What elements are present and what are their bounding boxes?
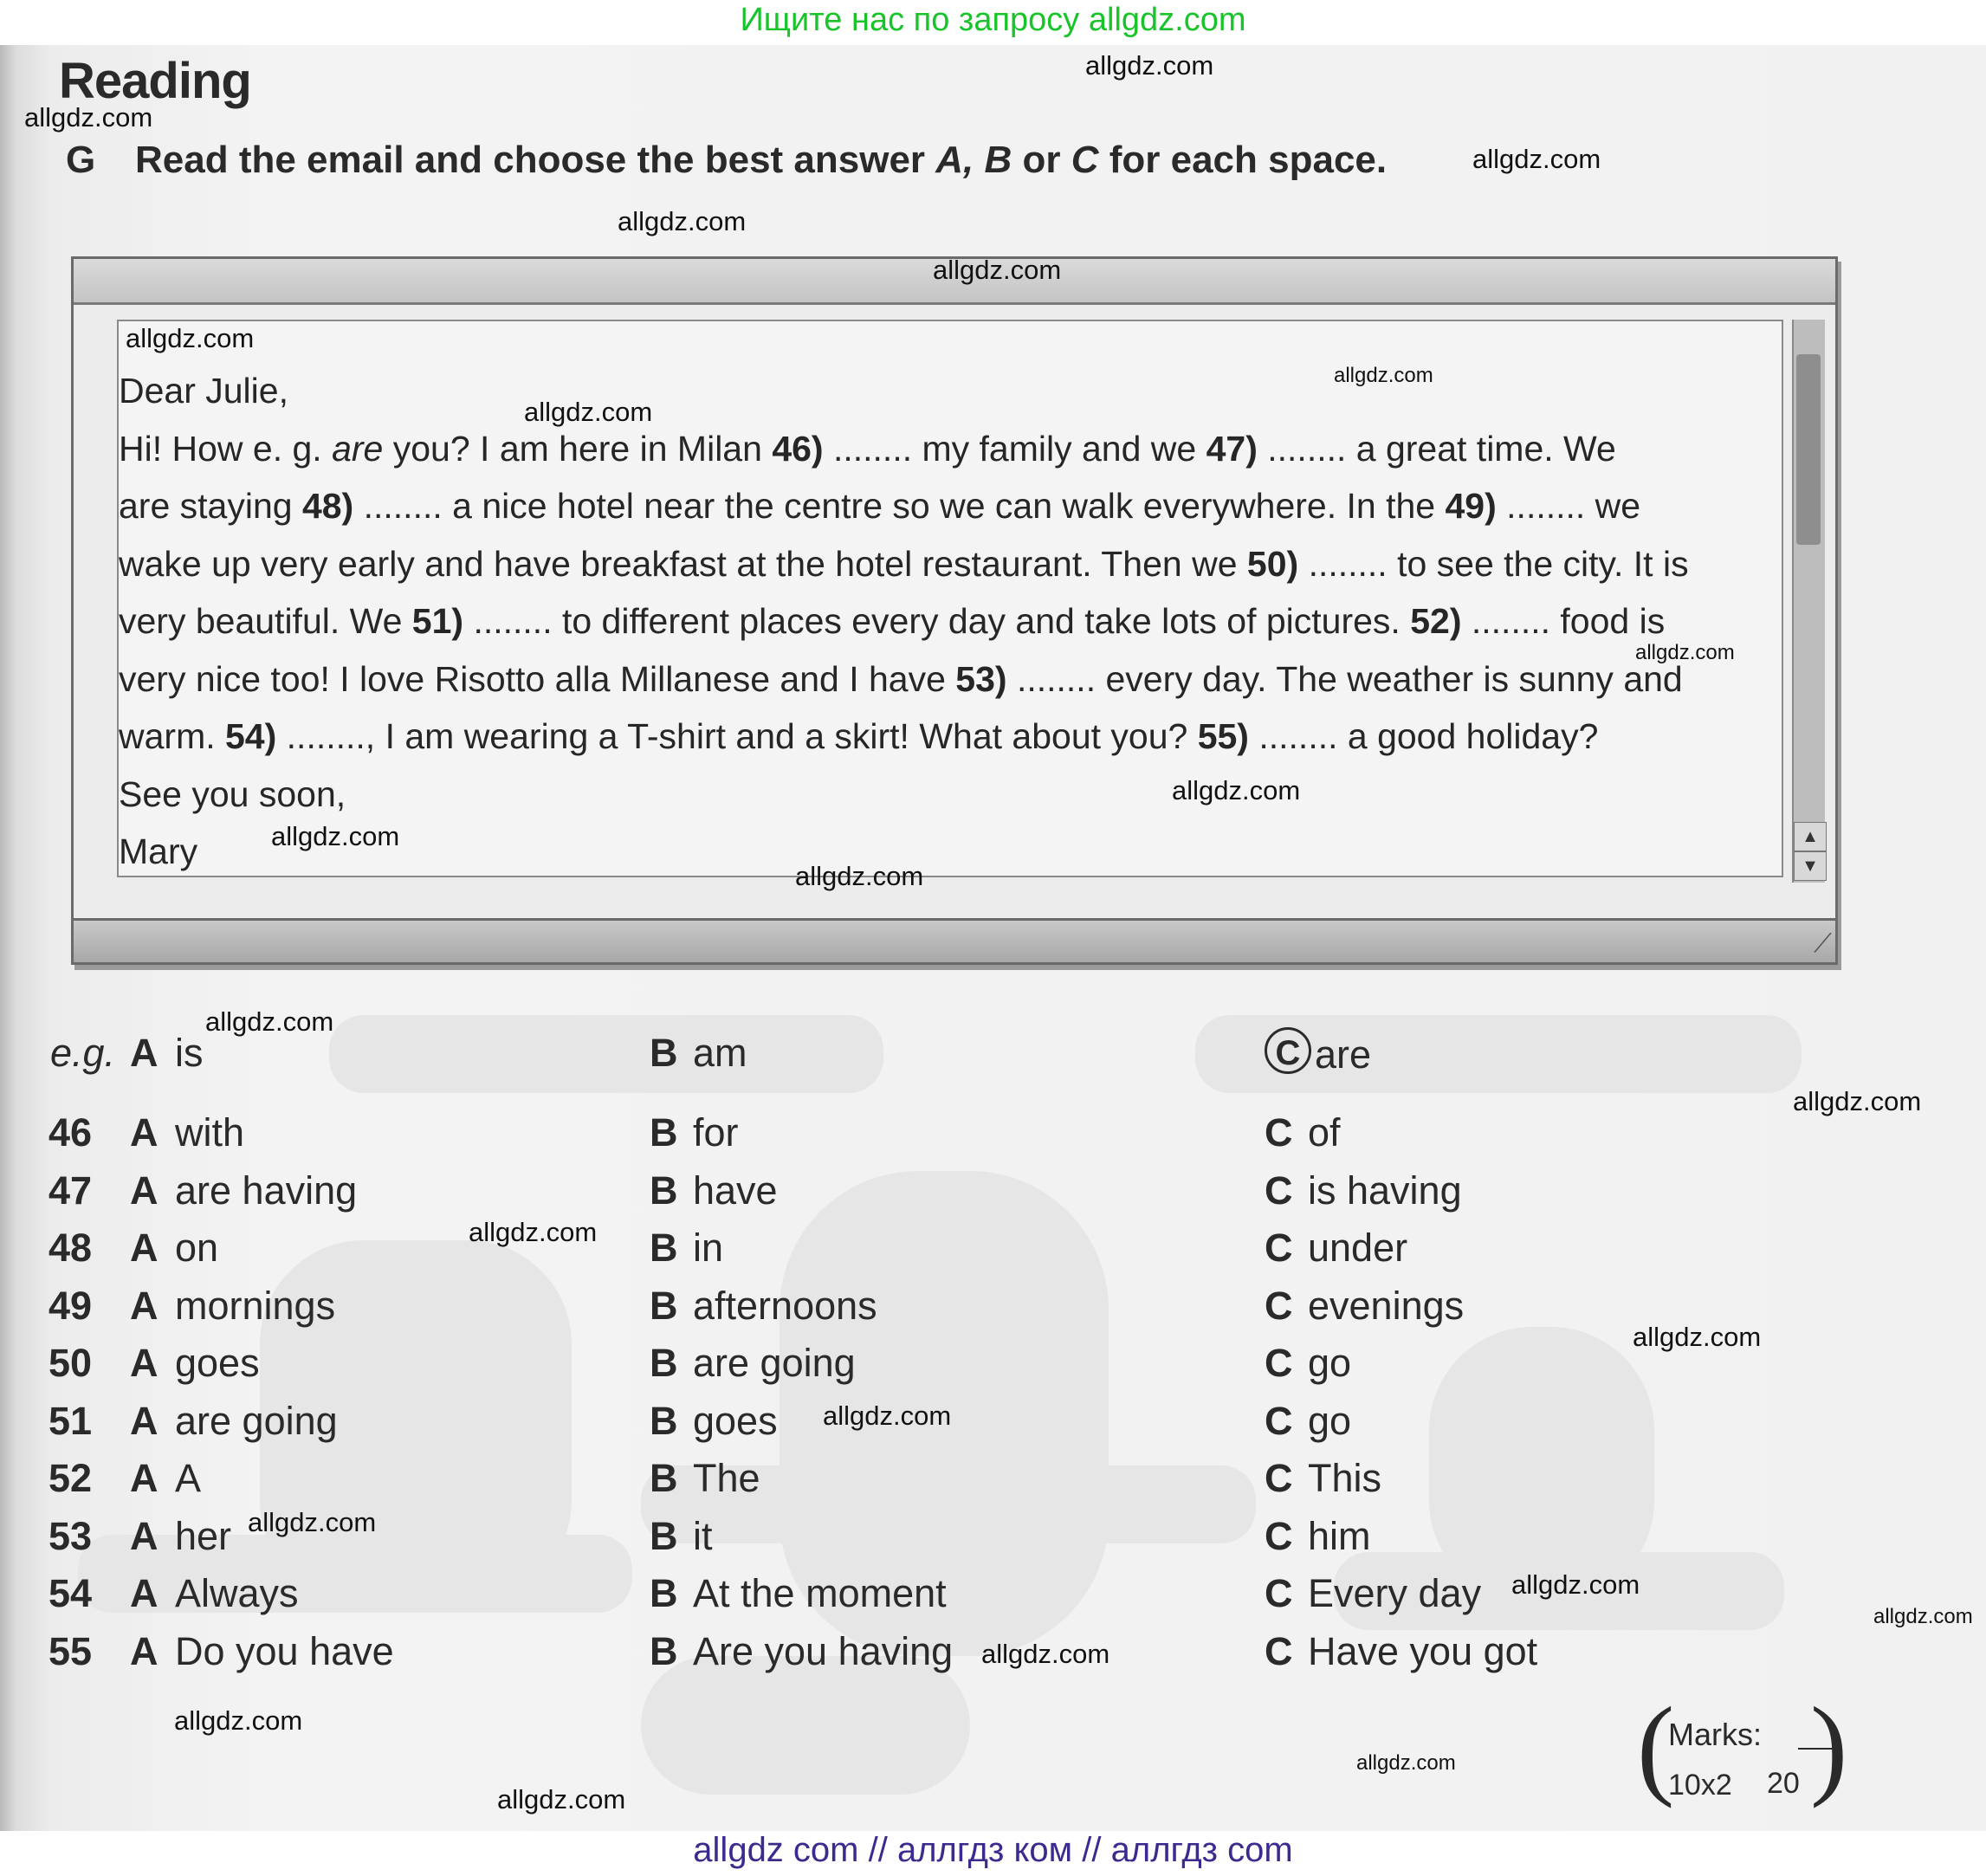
watermark-text: allgdz.com [795, 861, 924, 891]
option-text: of [1308, 1110, 1341, 1155]
option-text: under [1308, 1226, 1408, 1270]
watermark-text: allgdz.com [174, 1705, 303, 1736]
option-letter: A [130, 1031, 158, 1075]
instruction-options: A, B [935, 139, 1012, 181]
watermark-text: allgdz.com [823, 1401, 952, 1431]
option-a[interactable] [130, 1456, 201, 1501]
option-text: are going [693, 1341, 856, 1385]
watermark-text: allgdz.com [271, 821, 400, 851]
option-a[interactable] [130, 1399, 338, 1444]
option-letter: B [650, 1226, 678, 1270]
text: ........ food is [1461, 601, 1666, 641]
window-status-bar [74, 918, 1835, 962]
option-c[interactable] [1265, 1031, 1371, 1077]
gap-number: 46) [772, 428, 824, 469]
option-text: are having [175, 1168, 358, 1213]
question-number: 49 [49, 1284, 93, 1328]
watermark-text: allgdz.com [1356, 1751, 1456, 1775]
instruction-text-end: for each space. [1098, 139, 1388, 181]
question-number: 50 [49, 1341, 93, 1385]
question-number: e.g. [50, 1031, 116, 1075]
task-letter: G [66, 139, 96, 181]
option-letter: C [1265, 1571, 1293, 1615]
watermark-text: allgdz.com [981, 1639, 1110, 1669]
option-b[interactable] [650, 1456, 760, 1501]
option-row [0, 1399, 1986, 1452]
option-text: with [175, 1110, 245, 1155]
option-b[interactable] [650, 1514, 713, 1559]
scrollbar-thumb[interactable] [1796, 354, 1821, 545]
option-a[interactable] [130, 1110, 244, 1155]
option-letter: A [130, 1456, 158, 1500]
option-letter: B [650, 1031, 678, 1075]
watermark-text: allgdz.com [1085, 50, 1214, 81]
option-text: evenings [1308, 1284, 1465, 1328]
text: you? I am here in Milan [383, 428, 773, 469]
text: ........ every day. The weather is sunny and [1006, 658, 1683, 699]
option-letter: B [650, 1399, 678, 1443]
instruction-option-c: C [1071, 139, 1099, 181]
question-number: 46 [49, 1110, 93, 1155]
option-text: mornings [175, 1284, 336, 1328]
option-row [0, 1571, 1986, 1625]
option-text: it [693, 1514, 713, 1558]
top-banner: Ищите нас по запросу allgdz.com [740, 2, 1246, 38]
watermark-text: allgdz.com [126, 323, 255, 353]
option-text: afternoons [693, 1284, 877, 1328]
marks-box [1637, 1685, 1848, 1810]
option-row [0, 1168, 1986, 1222]
gap-number: 50) [1246, 543, 1299, 584]
watermark-text: allgdz.com [1511, 1569, 1640, 1600]
option-text: Every day [1308, 1571, 1482, 1615]
watermark-text: allgdz.com [24, 102, 153, 133]
gap-number: 54) [225, 716, 277, 756]
option-b[interactable] [650, 1284, 877, 1329]
option-b[interactable] [650, 1571, 947, 1616]
option-letter: C [1265, 1226, 1293, 1270]
option-text: go [1308, 1399, 1352, 1443]
option-text: goes [175, 1341, 260, 1385]
option-text: Have you got [1308, 1629, 1538, 1673]
example-word: are [332, 428, 384, 469]
gap-number: 52) [1410, 601, 1462, 641]
email-line [119, 708, 1782, 766]
option-a[interactable] [130, 1514, 231, 1559]
option-text: are going [175, 1399, 338, 1443]
option-letter: C [1265, 1399, 1293, 1443]
option-letter: B [650, 1571, 678, 1615]
option-c[interactable] [1265, 1571, 1481, 1616]
text: ........ a great time. We [1257, 428, 1616, 469]
option-letter: A [130, 1110, 158, 1155]
text: very nice too! I love Risotto alla Millanese and I have [119, 658, 956, 699]
gap-number: 55) [1197, 716, 1249, 756]
option-b[interactable] [650, 1629, 953, 1674]
watermark-text: allgdz.com [1873, 1605, 1973, 1628]
text: ........ a nice hotel near the centre so we can walk everywhere. In the [353, 486, 1446, 526]
option-letter: A [130, 1341, 158, 1385]
watermark-text: allgdz.com [497, 1784, 626, 1815]
option-c[interactable] [1265, 1456, 1381, 1501]
text: very beautiful. We [119, 601, 412, 641]
option-letter: B [650, 1110, 678, 1155]
option-letter: A [130, 1226, 158, 1270]
watermark-text: allgdz.com [205, 1006, 334, 1037]
option-letter: B [650, 1456, 678, 1500]
text: ........ to different places every day and take lots of pictures. [463, 601, 1411, 641]
option-b[interactable] [650, 1110, 739, 1155]
option-letter: A [130, 1514, 158, 1558]
option-a[interactable] [130, 1341, 260, 1386]
task-instruction [66, 139, 1387, 182]
email-greeting: Dear Julie, [119, 371, 288, 411]
option-text: her [175, 1514, 232, 1558]
option-b[interactable] [650, 1031, 747, 1076]
email-signature: Mary [119, 831, 198, 871]
resize-grip-icon[interactable]: ⟋ [1814, 929, 1832, 958]
option-letter: A [130, 1399, 158, 1443]
option-a[interactable] [130, 1226, 218, 1271]
option-b[interactable] [650, 1168, 778, 1213]
option-a[interactable] [130, 1031, 204, 1076]
option-text: This [1308, 1456, 1382, 1500]
option-c[interactable] [1265, 1284, 1464, 1329]
question-number: 53 [49, 1514, 93, 1558]
marks-open-paren: ( [1637, 1685, 1675, 1809]
watermark-text: allgdz.com [469, 1217, 598, 1247]
text: ........ we [1496, 486, 1641, 526]
email-text [119, 362, 1782, 881]
option-c[interactable] [1265, 1226, 1407, 1271]
scroll-down-button[interactable]: ▼ [1794, 851, 1827, 881]
option-b[interactable] [650, 1399, 778, 1444]
option-letter: B [650, 1341, 678, 1385]
option-text: Are you having [693, 1629, 954, 1673]
gap-number: 53) [955, 658, 1007, 699]
watermark-text: allgdz.com [618, 206, 747, 236]
question-number: 55 [49, 1629, 93, 1673]
text: Hi! How e. g. [119, 428, 333, 469]
option-a[interactable] [130, 1571, 299, 1616]
text: ........ a good holiday? [1248, 716, 1599, 756]
option-row [0, 1226, 1986, 1279]
question-number: 54 [49, 1571, 93, 1615]
option-text: on [175, 1226, 219, 1270]
option-b[interactable] [650, 1341, 856, 1386]
watermark-text: allgdz.com [1633, 1322, 1762, 1352]
question-number: 52 [49, 1456, 93, 1500]
option-text: him [1308, 1514, 1371, 1558]
option-letter: C [1265, 1629, 1293, 1673]
option-row [0, 1031, 1986, 1084]
bottom-banner: allgdz com // аллгдз ком // аллгдз com [693, 1831, 1293, 1869]
option-text: A [175, 1456, 202, 1500]
option-text: goes [693, 1399, 778, 1443]
question-number: 51 [49, 1399, 93, 1443]
option-letter: B [650, 1168, 678, 1213]
option-text: Always [175, 1571, 299, 1615]
option-letter: C [1265, 1168, 1293, 1213]
option-text: are [1315, 1032, 1372, 1077]
option-c[interactable] [1265, 1110, 1341, 1155]
option-text: Do you have [175, 1629, 394, 1673]
option-letter: C [1265, 1110, 1293, 1155]
option-a[interactable] [130, 1168, 357, 1213]
option-letter: C [1265, 1341, 1293, 1385]
circled-answer: C [1265, 1027, 1311, 1074]
option-letter: C [1265, 1456, 1293, 1500]
option-text: is having [1308, 1168, 1462, 1213]
option-text: have [693, 1168, 778, 1213]
question-number: 47 [49, 1168, 93, 1213]
option-text: am [693, 1031, 747, 1075]
option-letter: A [130, 1168, 158, 1213]
watermark-text: allgdz.com [933, 255, 1062, 285]
option-text: in [693, 1226, 724, 1270]
option-row [0, 1110, 1986, 1164]
option-letter: A [130, 1629, 158, 1673]
text: ........ my family and we [823, 428, 1206, 469]
gap-number: 51) [411, 601, 464, 641]
watermark-text: allgdz.com [1172, 775, 1301, 805]
gap-number: 48) [301, 486, 354, 526]
watermark-text: allgdz.com [1334, 364, 1433, 387]
option-letter: C [1265, 1284, 1293, 1328]
question-number: 48 [49, 1226, 93, 1270]
scroll-up-button[interactable]: ▲ [1794, 822, 1827, 851]
marks-label: Marks: [1668, 1717, 1762, 1752]
instruction-text-start: Read the email and choose the best answer [135, 139, 936, 181]
watermark-text: allgdz.com [524, 397, 653, 427]
vertical-scrollbar[interactable] [1792, 320, 1825, 883]
marks-close-paren: ) [1810, 1685, 1848, 1809]
instruction-or: or [1012, 139, 1071, 181]
option-a[interactable] [130, 1284, 335, 1329]
marks-formula: 10x2 [1668, 1769, 1732, 1802]
option-letter: C [1265, 1514, 1293, 1558]
text: ........ to see the city. It is [1298, 543, 1689, 584]
option-c[interactable] [1265, 1629, 1537, 1674]
email-line [119, 535, 1778, 593]
email-line [119, 477, 1778, 535]
text: ........, I am wearing a T-shirt and a skirt! What about you? [276, 716, 1198, 756]
text: wake up very early and have breakfast at the hotel restaurant. Then we [119, 543, 1247, 584]
text: warm. [119, 716, 225, 756]
watermark-text: allgdz.com [248, 1507, 377, 1537]
gap-number: 49) [1445, 486, 1497, 526]
email-closing: See you soon, [119, 773, 346, 814]
option-letter: A [130, 1571, 158, 1615]
option-c[interactable] [1265, 1399, 1351, 1444]
watermark-text: allgdz.com [1635, 641, 1735, 664]
option-text: go [1308, 1341, 1352, 1385]
option-c[interactable] [1265, 1341, 1351, 1386]
email-line [119, 592, 1778, 650]
watermark-text: allgdz.com [1793, 1086, 1922, 1116]
option-text: for [693, 1110, 739, 1155]
email-line [119, 420, 1778, 478]
email-line [119, 650, 1778, 708]
option-letter: B [650, 1284, 678, 1328]
text: are staying [119, 486, 302, 526]
option-c[interactable] [1265, 1168, 1462, 1213]
marks-total: 20 [1767, 1767, 1800, 1800]
option-a[interactable] [130, 1629, 394, 1674]
option-letter: B [650, 1629, 678, 1673]
option-letter: B [650, 1514, 678, 1558]
section-title: Reading [59, 53, 251, 109]
option-text: The [693, 1456, 760, 1500]
option-row [0, 1456, 1986, 1510]
option-text: is [175, 1031, 204, 1075]
option-c[interactable] [1265, 1514, 1371, 1559]
option-b[interactable] [650, 1226, 723, 1271]
option-letter: A [130, 1284, 158, 1328]
gap-number: 47) [1206, 428, 1258, 469]
watermark-text: allgdz.com [1472, 144, 1601, 174]
option-text: At the moment [693, 1571, 947, 1615]
